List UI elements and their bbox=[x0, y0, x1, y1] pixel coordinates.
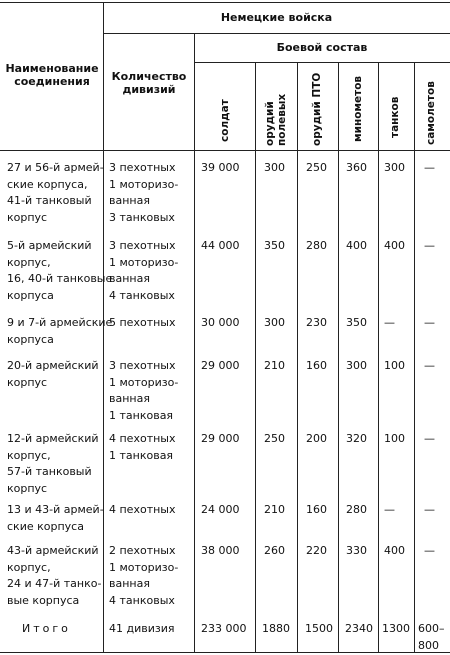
cell-field-guns: 260 bbox=[264, 544, 285, 557]
cell-line: 1 моторизо- bbox=[109, 560, 179, 574]
cell-mortars: 400 bbox=[346, 239, 367, 252]
cell-soldiers: 29 000 bbox=[201, 359, 240, 372]
cell-field-guns: 300 bbox=[264, 161, 285, 174]
header-subgroup: Боевой состав bbox=[276, 41, 368, 54]
cell-line: корпуса bbox=[7, 332, 54, 346]
cell-soldiers: 24 000 bbox=[201, 503, 240, 516]
cell-mortars: 330 bbox=[346, 544, 367, 557]
cell-line: 24 и 47-й танко- bbox=[7, 577, 102, 591]
cell-line: корпус, bbox=[7, 448, 51, 462]
cell-line: корпус bbox=[7, 210, 48, 224]
cell-total-planes bbox=[418, 621, 445, 654]
col-line-2 bbox=[194, 33, 195, 652]
cell-planes: — bbox=[424, 239, 435, 252]
cell-line: 13 и 43-й армей- bbox=[7, 503, 104, 516]
cell-name bbox=[7, 315, 112, 348]
header-col-planes: самолетов bbox=[425, 81, 437, 145]
cell-line: 3 пехотных bbox=[109, 161, 176, 174]
cell-tanks: 100 bbox=[384, 359, 405, 372]
cell-mortars: 320 bbox=[346, 432, 367, 445]
cell-line: ванная bbox=[109, 194, 150, 208]
header-col-divisions: Количество дивизий bbox=[111, 70, 187, 96]
cell-line: 27 и 56-й армей- bbox=[7, 161, 104, 174]
cell-mortars: 360 bbox=[346, 161, 367, 174]
cell-line: 4 пехотных bbox=[109, 432, 176, 445]
cell-line: 16, 40-й танковые bbox=[7, 272, 113, 286]
header-col-name: Наименование соединения bbox=[5, 62, 99, 88]
cell-divisions bbox=[109, 543, 178, 609]
cell-name bbox=[7, 431, 99, 497]
cell-line: 20-й армейский bbox=[7, 359, 99, 372]
cell-soldiers: 38 000 bbox=[201, 544, 240, 557]
cell-divisions bbox=[109, 160, 178, 226]
cell-field-guns: 300 bbox=[264, 316, 285, 329]
cell-divisions bbox=[109, 315, 176, 332]
cell-line: 1 моторизо- bbox=[109, 177, 179, 191]
cell-line: вые корпуса bbox=[7, 593, 80, 607]
cell-line: ванная bbox=[109, 577, 150, 591]
cell-line: 4 пехотных bbox=[109, 503, 176, 516]
cell-mortars: 300 bbox=[346, 359, 367, 372]
cell-line: 43-й армейский bbox=[7, 544, 99, 557]
cell-planes: — bbox=[424, 359, 435, 372]
cell-total-mortars: 2340 bbox=[345, 622, 373, 635]
cell-line: 4 танковых bbox=[109, 288, 175, 302]
cell-soldiers: 44 000 bbox=[201, 239, 240, 252]
cell-line: корпуса bbox=[7, 288, 54, 302]
cell-line: 3 танковых bbox=[109, 210, 175, 224]
cell-tanks: 400 bbox=[384, 239, 405, 252]
cell-line: ванная bbox=[109, 272, 150, 286]
cell-name bbox=[7, 160, 104, 226]
cell-line: 3 пехотных bbox=[109, 359, 176, 372]
cell-line: корпус, bbox=[7, 255, 51, 269]
col-line-7 bbox=[414, 62, 415, 652]
cell-total-field-guns: 1880 bbox=[262, 622, 290, 635]
cell-tanks: — bbox=[384, 503, 395, 516]
col-line-4 bbox=[297, 62, 298, 652]
cell-line: 12-й армейский bbox=[7, 432, 99, 445]
table-border-bottom bbox=[0, 652, 450, 653]
header-col-mortars: минометов bbox=[352, 75, 364, 142]
cell-line: ванная bbox=[109, 392, 150, 406]
cell-planes: — bbox=[424, 544, 435, 557]
cell-line: 1 танковая bbox=[109, 448, 174, 462]
cell-at-guns: 220 bbox=[306, 544, 327, 557]
cell-line: 57-й танковый bbox=[7, 465, 92, 479]
cell-divisions bbox=[109, 238, 178, 304]
cell-line: 9 и 7-й армейские bbox=[7, 316, 113, 329]
cell-soldiers: 29 000 bbox=[201, 432, 240, 445]
cell-line: 1 моторизо- bbox=[109, 375, 179, 389]
cell-divisions bbox=[109, 431, 176, 464]
header-col-soldiers: солдат bbox=[219, 99, 231, 142]
cell-planes: — bbox=[424, 432, 435, 445]
cell-line: 1 танковая bbox=[109, 408, 174, 422]
cell-line: 3 пехотных bbox=[109, 239, 176, 252]
cell-at-guns: 230 bbox=[306, 316, 327, 329]
cell-field-guns: 250 bbox=[264, 432, 285, 445]
cell-field-guns: 210 bbox=[264, 359, 285, 372]
cell-name bbox=[7, 238, 112, 304]
cell-tanks: 300 bbox=[384, 161, 405, 174]
cell-mortars: 280 bbox=[346, 503, 367, 516]
cell-total-name: Итого bbox=[22, 622, 71, 635]
cell-line: 1 моторизо- bbox=[109, 255, 179, 269]
cell-divisions bbox=[109, 502, 176, 519]
cell-line: 5 пехотных bbox=[109, 316, 176, 329]
header-group: Немецкие войска bbox=[220, 11, 333, 24]
cell-name bbox=[7, 543, 101, 609]
cell-field-guns: 350 bbox=[264, 239, 285, 252]
cell-tanks: — bbox=[384, 316, 395, 329]
cell-tanks: 100 bbox=[384, 432, 405, 445]
cell-at-guns: 200 bbox=[306, 432, 327, 445]
col-line-6 bbox=[378, 62, 379, 652]
cell-line: 41-й танковый bbox=[7, 194, 92, 208]
cell-line: ские корпуса bbox=[7, 519, 84, 533]
header-line-2 bbox=[194, 62, 450, 63]
header-line-bottom bbox=[0, 150, 450, 151]
header-col-tanks: танков bbox=[389, 96, 401, 138]
cell-at-guns: 250 bbox=[306, 161, 327, 174]
cell-at-guns: 280 bbox=[306, 239, 327, 252]
cell-line: 5-й армейский bbox=[7, 239, 92, 252]
cell-line: 4 танковых bbox=[109, 593, 175, 607]
header-line-1 bbox=[103, 33, 450, 34]
cell-total-soldiers: 233 000 bbox=[201, 622, 247, 635]
cell-total-tanks: 1300 bbox=[382, 622, 410, 635]
cell-total-divisions: 41 дивизия bbox=[109, 622, 175, 635]
cell-line: корпус, bbox=[7, 560, 51, 574]
cell-tanks: 400 bbox=[384, 544, 405, 557]
cell-name bbox=[7, 358, 99, 391]
header-col-field-guns: орудий полевых bbox=[264, 93, 288, 146]
cell-line: 2 пехотных bbox=[109, 544, 176, 557]
cell-at-guns: 160 bbox=[306, 503, 327, 516]
cell-line: корпус bbox=[7, 375, 48, 389]
cell-planes: — bbox=[424, 503, 435, 516]
cell-line: 600– bbox=[418, 622, 445, 635]
cell-field-guns: 210 bbox=[264, 503, 285, 516]
cell-name bbox=[7, 502, 104, 535]
cell-planes: — bbox=[424, 161, 435, 174]
cell-soldiers: 30 000 bbox=[201, 316, 240, 329]
cell-mortars: 350 bbox=[346, 316, 367, 329]
cell-total-at-guns: 1500 bbox=[305, 622, 333, 635]
cell-at-guns: 160 bbox=[306, 359, 327, 372]
cell-planes: — bbox=[424, 316, 435, 329]
table-border-top bbox=[0, 2, 450, 3]
header-col-at-guns: орудий ПТО bbox=[311, 72, 323, 146]
cell-line: корпус bbox=[7, 481, 48, 495]
cell-divisions bbox=[109, 358, 178, 424]
cell-soldiers: 39 000 bbox=[201, 161, 240, 174]
cell-line: 800 bbox=[418, 638, 439, 652]
col-line-5 bbox=[338, 62, 339, 652]
col-line-3 bbox=[255, 62, 256, 652]
cell-line: ские корпуса, bbox=[7, 177, 88, 191]
